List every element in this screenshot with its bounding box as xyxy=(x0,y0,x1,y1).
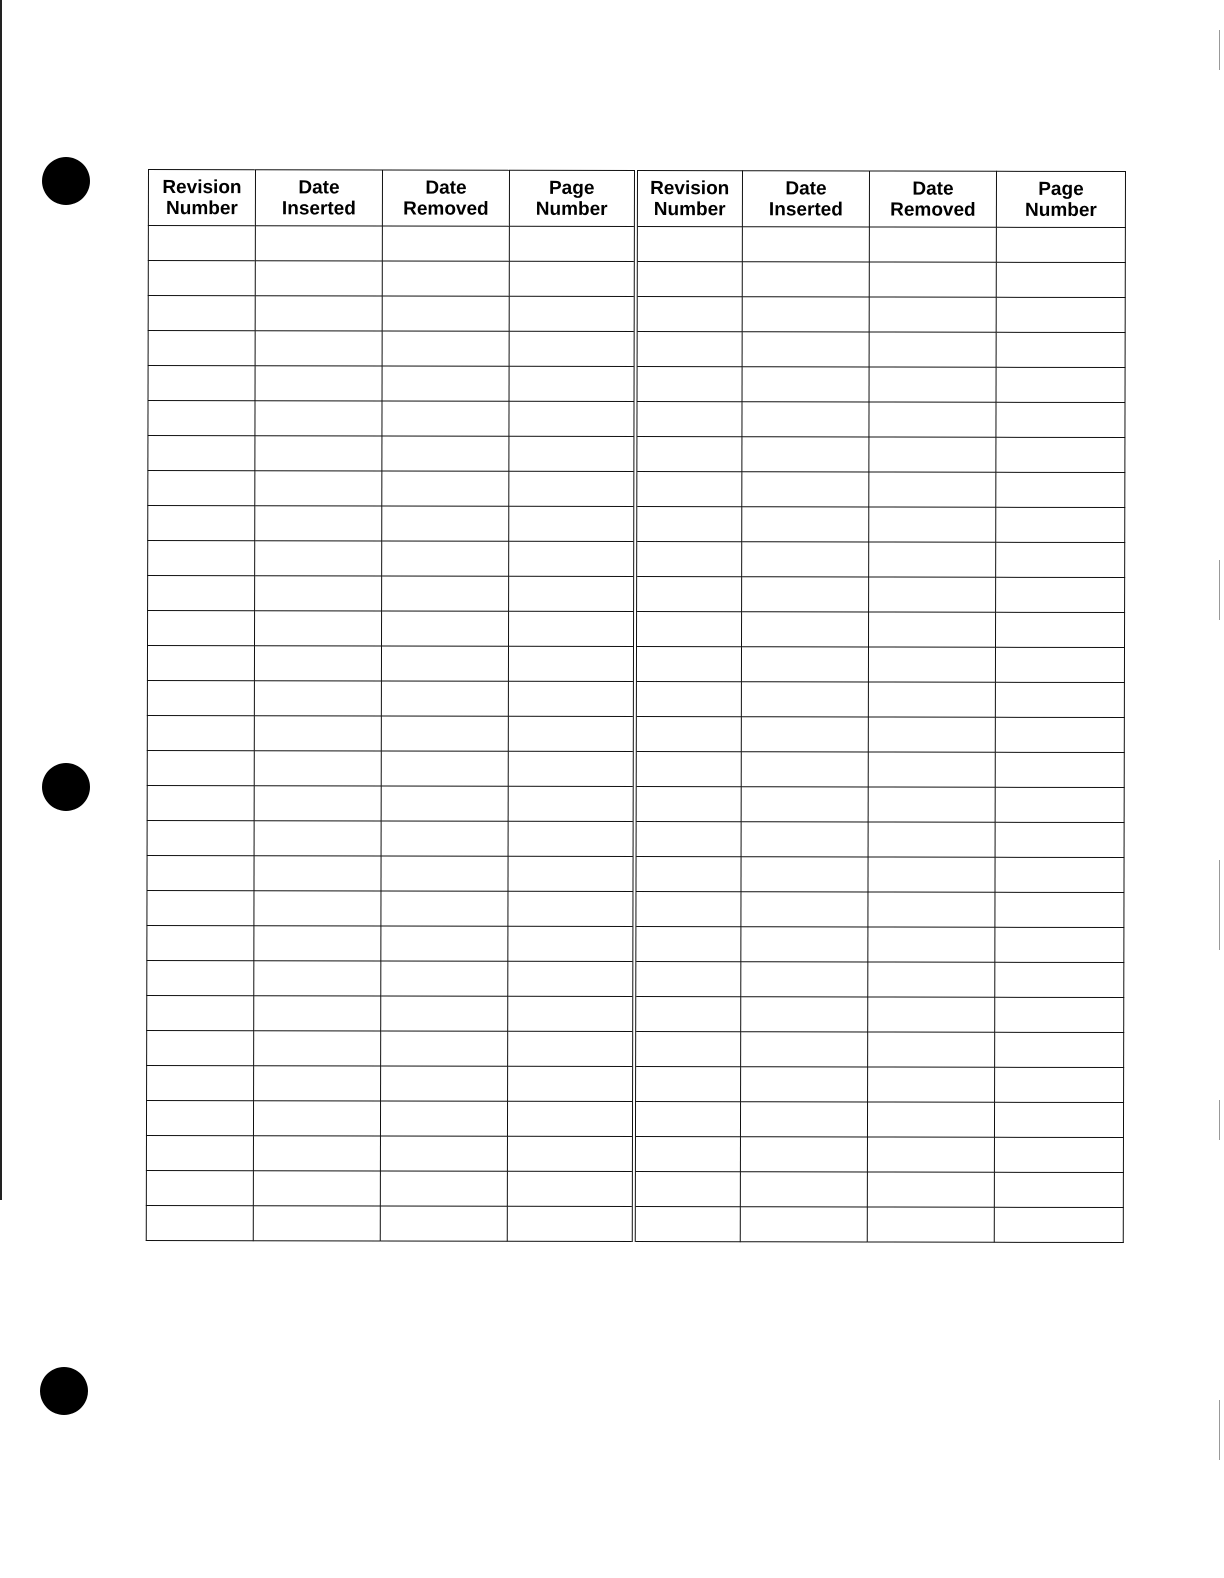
table-row xyxy=(148,611,1125,648)
table-row xyxy=(148,576,1125,613)
table-cell xyxy=(508,856,634,891)
table-row xyxy=(148,436,1125,473)
table-cell xyxy=(869,507,996,542)
table-cell xyxy=(254,1031,381,1066)
table-cell xyxy=(255,296,382,331)
punch-hole-top xyxy=(42,157,90,205)
table-cell xyxy=(634,647,741,682)
scan-edge-mark xyxy=(1219,1400,1220,1460)
table-cell xyxy=(382,261,509,296)
table-cell xyxy=(509,436,635,471)
table-cell xyxy=(148,401,255,436)
table-cell xyxy=(147,750,254,785)
table-cell xyxy=(509,576,635,611)
table-cell xyxy=(254,751,381,786)
table-cell xyxy=(147,1065,254,1100)
table-cell xyxy=(509,611,635,646)
table-cell xyxy=(507,1136,633,1171)
table-cell xyxy=(995,1067,1124,1102)
table-cell xyxy=(742,507,869,542)
table-cell xyxy=(634,717,741,752)
table-cell xyxy=(146,1100,253,1135)
table-cell xyxy=(509,366,635,401)
table-cell xyxy=(742,577,869,612)
table-cell xyxy=(995,682,1124,717)
table-cell xyxy=(634,892,741,927)
table-cell xyxy=(635,402,742,437)
table-cell xyxy=(508,821,634,856)
table-cell xyxy=(380,1171,507,1206)
table-cell xyxy=(869,437,996,472)
table-cell xyxy=(867,1102,994,1137)
table-cell xyxy=(254,1066,381,1101)
table-cell xyxy=(635,367,742,402)
table-cell xyxy=(633,1172,740,1207)
scan-edge-mark xyxy=(1219,560,1220,620)
table-cell xyxy=(254,961,381,996)
table-cell xyxy=(634,927,741,962)
table-cell xyxy=(869,542,996,577)
table-cell xyxy=(507,1171,633,1206)
table-cell xyxy=(254,646,381,681)
table-cell xyxy=(508,891,634,926)
table-row xyxy=(147,785,1124,822)
table-cell xyxy=(868,1032,995,1067)
table-cell xyxy=(868,997,995,1032)
table-row xyxy=(147,820,1124,857)
header-date-removed-2: Date Removed xyxy=(869,171,996,227)
table-cell xyxy=(867,1172,994,1207)
punch-hole-middle xyxy=(42,763,90,811)
table-cell xyxy=(742,472,869,507)
table-cell xyxy=(509,401,635,436)
table-cell xyxy=(868,1067,995,1102)
table-cell xyxy=(868,927,995,962)
table-cell xyxy=(382,226,509,261)
table-cell xyxy=(254,786,381,821)
table-cell xyxy=(741,892,868,927)
table-row xyxy=(147,750,1124,787)
table-cell xyxy=(869,472,996,507)
table-cell xyxy=(382,436,509,471)
table-cell xyxy=(381,856,508,891)
table-cell xyxy=(147,960,254,995)
table-cell xyxy=(148,576,255,611)
table-cell xyxy=(742,437,869,472)
table-cell xyxy=(381,1066,508,1101)
table-cell xyxy=(634,752,741,787)
table-cell xyxy=(508,751,634,786)
table-cell xyxy=(634,787,741,822)
table-cell xyxy=(995,822,1124,857)
table-cell xyxy=(147,995,254,1030)
table-cell xyxy=(255,261,382,296)
table-cell xyxy=(509,226,635,261)
table-cell xyxy=(742,227,869,262)
table-cell xyxy=(740,1137,867,1172)
table-cell xyxy=(148,506,255,541)
table-cell xyxy=(381,681,508,716)
table-cell xyxy=(382,506,509,541)
header-revision-number: Revision Number xyxy=(148,170,255,226)
table-cell xyxy=(382,576,509,611)
table-cell xyxy=(741,857,868,892)
table-cell xyxy=(147,785,254,820)
table-cell xyxy=(995,927,1124,962)
table-row xyxy=(147,715,1124,752)
table-cell xyxy=(994,1207,1123,1242)
table-cell xyxy=(254,996,381,1031)
table-cell xyxy=(255,541,382,576)
table-cell xyxy=(508,681,634,716)
table-row xyxy=(148,261,1125,298)
table-cell xyxy=(509,296,635,331)
table-cell xyxy=(740,1102,867,1137)
table-row xyxy=(147,960,1124,997)
table-cell xyxy=(380,1101,507,1136)
table-cell xyxy=(635,577,742,612)
table-cell xyxy=(869,612,996,647)
table-cell xyxy=(868,962,995,997)
table-cell xyxy=(382,296,509,331)
table-cell xyxy=(996,472,1125,507)
table-cell xyxy=(148,261,255,296)
scan-edge-mark xyxy=(1219,30,1220,70)
table-cell xyxy=(255,226,382,261)
table-row xyxy=(147,925,1124,962)
header-page-number-2: Page Number xyxy=(996,171,1125,227)
table-cell xyxy=(868,647,995,682)
table-row xyxy=(147,855,1124,892)
table-cell xyxy=(995,717,1124,752)
table-cell xyxy=(254,716,381,751)
table-cell xyxy=(869,367,996,402)
table-cell xyxy=(995,892,1124,927)
table-row xyxy=(147,890,1124,927)
table-cell xyxy=(994,1102,1123,1137)
table-cell xyxy=(508,1031,634,1066)
table-row xyxy=(148,331,1125,368)
table-row xyxy=(148,366,1125,403)
table-cell xyxy=(382,471,509,506)
table-cell xyxy=(507,1101,633,1136)
table-cell xyxy=(255,366,382,401)
table-cell xyxy=(381,751,508,786)
table-cell xyxy=(508,961,634,996)
table-row xyxy=(147,1065,1124,1102)
table-cell xyxy=(635,297,742,332)
table-cell xyxy=(741,997,868,1032)
table-cell xyxy=(634,1067,741,1102)
table-cell xyxy=(995,962,1124,997)
table-cell xyxy=(634,857,741,892)
table-cell xyxy=(381,891,508,926)
table-cell xyxy=(382,541,509,576)
table-cell xyxy=(634,997,741,1032)
table-cell xyxy=(382,401,509,436)
table-cell xyxy=(635,612,742,647)
header-page-number: Page Number xyxy=(509,170,635,226)
table-cell xyxy=(148,611,255,646)
table-cell xyxy=(868,892,995,927)
table-row xyxy=(147,646,1124,683)
table-cell xyxy=(996,437,1125,472)
table-row xyxy=(148,296,1125,333)
table-cell xyxy=(148,296,255,331)
table-cell xyxy=(253,1101,380,1136)
table-cell xyxy=(508,786,634,821)
table-cell xyxy=(507,1206,633,1241)
table-cell xyxy=(509,331,635,366)
table-cell xyxy=(742,612,869,647)
table-cell xyxy=(995,857,1124,892)
page-edge-line xyxy=(0,0,2,1200)
table-cell xyxy=(254,891,381,926)
header-date-inserted: Date Inserted xyxy=(255,170,382,226)
table-cell xyxy=(148,331,255,366)
table-cell xyxy=(742,402,869,437)
table-cell xyxy=(996,542,1125,577)
table-cell xyxy=(381,716,508,751)
table-cell xyxy=(148,366,255,401)
header-revision-number-2: Revision Number xyxy=(635,171,742,227)
table-cell xyxy=(509,506,635,541)
table-row xyxy=(148,541,1125,578)
table-cell xyxy=(255,611,382,646)
table-cell xyxy=(508,996,634,1031)
table-cell xyxy=(742,332,869,367)
table-cell xyxy=(869,402,996,437)
table-cell xyxy=(147,820,254,855)
header-date-removed: Date Removed xyxy=(382,170,509,226)
table-row xyxy=(146,1100,1123,1137)
table-cell xyxy=(255,436,382,471)
table-cell xyxy=(996,367,1125,402)
table-cell xyxy=(635,472,742,507)
table-cell xyxy=(381,646,508,681)
table-cell xyxy=(148,226,255,261)
table-cell xyxy=(381,1031,508,1066)
table-cell xyxy=(254,856,381,891)
table-cell xyxy=(146,1135,253,1170)
table-cell xyxy=(381,786,508,821)
table-cell xyxy=(255,471,382,506)
table-cell xyxy=(868,717,995,752)
table-cell xyxy=(869,227,996,262)
revision-record-table xyxy=(146,169,1126,1243)
table-cell xyxy=(253,1136,380,1171)
table-cell xyxy=(742,262,869,297)
table-cell xyxy=(741,717,868,752)
table-cell xyxy=(381,961,508,996)
table-cell xyxy=(253,1206,380,1241)
table-cell xyxy=(740,1172,867,1207)
table-cell xyxy=(868,857,995,892)
table-cell xyxy=(633,1137,740,1172)
table-cell xyxy=(509,471,635,506)
table-cell xyxy=(867,1137,994,1172)
table-cell xyxy=(995,752,1124,787)
table-cell xyxy=(635,262,742,297)
table-cell xyxy=(509,261,635,296)
table-cell xyxy=(147,715,254,750)
table-cell xyxy=(508,1066,634,1101)
table-cell xyxy=(381,821,508,856)
table-cell xyxy=(741,1067,868,1102)
table-cell xyxy=(253,1171,380,1206)
table-cell xyxy=(381,926,508,961)
table-cell xyxy=(147,646,254,681)
table-cell xyxy=(147,1030,254,1065)
table-row xyxy=(146,1170,1123,1207)
table-row xyxy=(147,680,1124,717)
table-cell xyxy=(634,822,741,857)
table-cell xyxy=(147,890,254,925)
table-cell xyxy=(740,1207,867,1242)
table-cell xyxy=(741,822,868,857)
table-cell xyxy=(255,331,382,366)
table-row xyxy=(147,995,1124,1032)
table-cell xyxy=(741,962,868,997)
table-cell xyxy=(996,612,1125,647)
punch-hole-bottom xyxy=(40,1367,88,1415)
table-cell xyxy=(741,752,868,787)
table-row xyxy=(148,506,1125,543)
table-cell xyxy=(148,436,255,471)
table-cell xyxy=(635,507,742,542)
table-row xyxy=(148,401,1125,438)
table-cell xyxy=(996,577,1125,612)
table-cell xyxy=(635,437,742,472)
table-cell xyxy=(869,332,996,367)
table-cell xyxy=(634,1032,741,1067)
table-cell xyxy=(633,1207,740,1242)
table-cell xyxy=(996,402,1125,437)
table-cell xyxy=(146,1170,253,1205)
scan-edge-mark xyxy=(1219,1100,1220,1140)
table-cell xyxy=(741,927,868,962)
table-cell xyxy=(382,611,509,646)
table-cell xyxy=(868,787,995,822)
table-cell xyxy=(996,262,1125,297)
table-cell xyxy=(381,996,508,1031)
table-cell xyxy=(741,787,868,822)
table-cell xyxy=(148,471,255,506)
table-row xyxy=(147,1030,1124,1067)
table-cell xyxy=(508,926,634,961)
table-cell xyxy=(255,506,382,541)
table-cell xyxy=(508,646,634,681)
table-cell xyxy=(380,1206,507,1241)
table-cell xyxy=(868,752,995,787)
table-cell xyxy=(254,821,381,856)
table-cell xyxy=(635,542,742,577)
table-cell xyxy=(996,507,1125,542)
table-cell xyxy=(380,1136,507,1171)
table-cell xyxy=(255,401,382,436)
header-row xyxy=(148,170,1125,228)
table-cell xyxy=(254,926,381,961)
table-cell xyxy=(995,1032,1124,1067)
table-cell xyxy=(996,332,1125,367)
table-cell xyxy=(994,1172,1123,1207)
table-cell xyxy=(634,962,741,997)
table-row xyxy=(146,1135,1123,1172)
table-cell xyxy=(147,855,254,890)
table-row xyxy=(148,226,1125,263)
table-cell xyxy=(995,997,1124,1032)
table-body xyxy=(146,226,1125,1243)
table-cell xyxy=(868,822,995,857)
table-cell xyxy=(147,925,254,960)
table-cell xyxy=(868,682,995,717)
table-cell xyxy=(635,227,742,262)
table-cell xyxy=(741,1032,868,1067)
table-cell xyxy=(741,647,868,682)
table-cell xyxy=(382,331,509,366)
table-cell xyxy=(869,577,996,612)
table-cell xyxy=(635,332,742,367)
table-cell xyxy=(995,647,1124,682)
table-cell xyxy=(147,680,254,715)
table-cell xyxy=(995,787,1124,822)
table-row xyxy=(146,1205,1123,1242)
table-cell xyxy=(869,262,996,297)
table-cell xyxy=(994,1137,1123,1172)
table-cell xyxy=(996,297,1125,332)
table-cell xyxy=(509,541,635,576)
table-cell xyxy=(742,297,869,332)
table-cell xyxy=(867,1207,994,1242)
table-cell xyxy=(633,1102,740,1137)
table-cell xyxy=(382,366,509,401)
table-cell xyxy=(741,682,868,717)
table-cell xyxy=(254,681,381,716)
table-cell xyxy=(634,682,741,717)
table-cell xyxy=(742,542,869,577)
table-cell xyxy=(508,716,634,751)
table-cell xyxy=(996,227,1125,262)
header-date-inserted-2: Date Inserted xyxy=(742,171,869,227)
scan-edge-mark xyxy=(1219,860,1220,950)
table-cell xyxy=(869,297,996,332)
table-cell xyxy=(148,541,255,576)
table-cell xyxy=(742,367,869,402)
table-cell xyxy=(255,576,382,611)
table-row xyxy=(148,471,1125,508)
table-cell xyxy=(146,1205,253,1240)
